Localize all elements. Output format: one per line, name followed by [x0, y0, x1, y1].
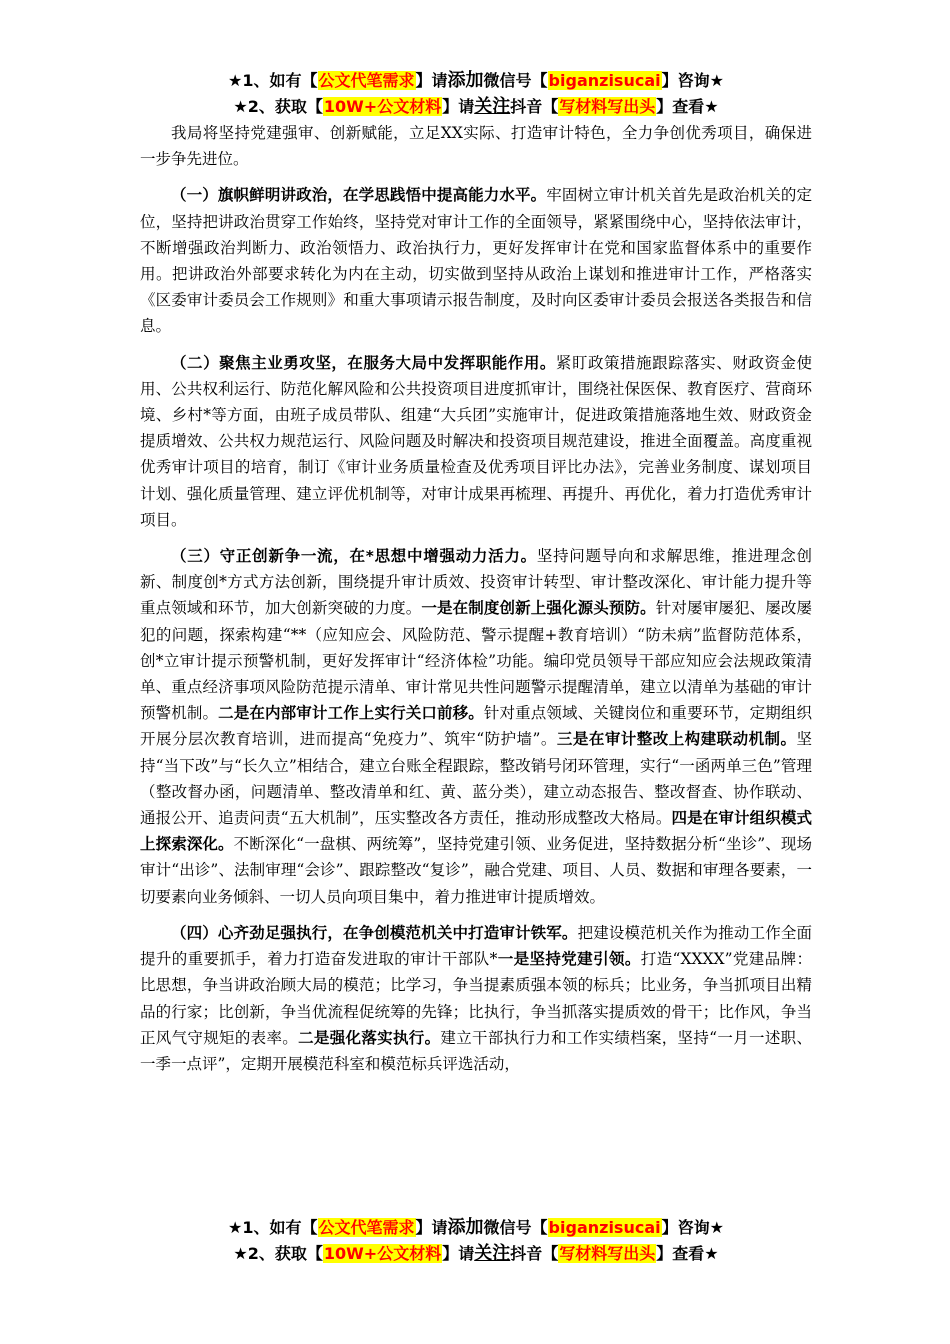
section-1-heading: （一）旗帜鲜明讲政治，在学思践悟中提高能力水平。	[171, 186, 547, 205]
promo-banner-line-2	[140, 94, 812, 120]
banner-text: 抖音【	[510, 1244, 559, 1263]
highlight-douyin-id: 写材料写出头	[559, 1244, 656, 1263]
section-3-point-3: 三是在审计整改上构建联动机制。	[556, 730, 797, 749]
section-3-heading: （三）守正创新争一流，在*思想中增强动力活力。	[171, 547, 537, 566]
section-4-point-1: 一是坚持党建引领。	[497, 950, 641, 969]
section-3-text: 坚持问题导向和求解思维，推进理念创新、制度创*方式方法创新，围绕提升审计质效、投资审计转型、审计整改深化、审计能力提升等重点领域和环节，加大创新突破的力度。	[140, 547, 812, 618]
highlight-materials: 10W+公文材料	[323, 97, 442, 116]
banner-text: 】请	[415, 71, 448, 90]
banner-text: 抖音【	[510, 97, 559, 116]
section-3-text: 针对屡审屡犯、屡改屡犯的问题，探索构建“**（应知应会、风险防范、警示提醒+教育培训）“防未病”监督防范体系，创*立审计提示预警机制，更好发挥审计“经济体检”功能。编印党员领导干部应知应会法规政策清单、重点经济事项风险防范提示清单、审计常见共性问题警示提醒清单，建立以清单为基础的审计预警机制。	[140, 599, 812, 723]
section-3-text: 不断深化“一盘棋、两统筹”，坚持党建引领、业务促进，坚持数据分析“坐诊”、现场审计“出诊”、法制审理“会诊”、跟踪整改“复诊”，融合党建、项目、人员、数据和审理各要素，一切要素向业务倾斜、一切人员向项目集中，着力推进审计提质增效。	[140, 835, 812, 906]
banner-text: ★2、获取【	[233, 1244, 323, 1263]
section-3-paragraph	[140, 543, 812, 910]
banner-text: 】查看★	[656, 97, 719, 116]
section-2-paragraph	[140, 350, 812, 533]
section-2-text: 紧盯政策措施跟踪落实、财政资金使用、公共权利运行、防范化解风险和公共投资项目进度抓审计，围绕社保医保、教育医疗、营商环境、乡村*等方面，由班子成员带队、组建“大兵团”实施审计，促进政策措施落地生效、财政资金提质增效、公共权力规范运行、风险问题及时解决和投资项目规范建设，推进全面覆盖。高度重视优秀审计项目的培育，制订《审计业务质量检查及优秀项目评比办法》，完善业务制度、谋划项目计划、强化质量管理、建立评优机制等，对审计成果再梳理、再提升、再优化，着力打造优秀审计项目。	[140, 353, 812, 529]
highlight-wechat-id: biganzisucai	[548, 71, 661, 90]
section-4-point-2: 二是强化落实执行。	[298, 1028, 441, 1047]
document-body	[140, 68, 812, 1077]
banner-text: 微信号【	[483, 1218, 548, 1237]
banner-text: 】请	[442, 1244, 475, 1263]
section-4-text: 打造“XXXX”党建品牌：比思想，争当讲政治顾大局的模范；比学习，争当提素质强本领的标兵；比业务，争当抓项目出精品的行家；比创新，争当优流程促统筹的先锋；比执行，争当抓落实提质效的骨干；比作风，争当正风气守规矩的表率。	[140, 950, 812, 1047]
promo-banner-line-1-footer	[140, 1215, 812, 1241]
section-3-text: 针对重点领域、关键岗位和重要环节，定期组织开展分层次教育培训，进而提高“免疫力”、筑牢“防护墙”。	[140, 704, 812, 749]
footer-banner	[140, 1215, 812, 1267]
banner-text: 】咨询★	[661, 71, 724, 90]
highlight-service: 公文代笔需求	[318, 1218, 415, 1237]
section-3-text: 坚持“当下改”与“长久立”相结合，建立台账全程跟踪，整改销号闭环管理，实行“一函两单三色”管理（整改督办函，问题清单、整改清单和红、黄、蓝分类），建立动态报告、整改督查、协作联动、通报公开、追责问责“五大机制”，压实整改各方责任，推动形成整改大格局。	[140, 730, 812, 828]
banner-text: 微信号【	[483, 71, 548, 90]
banner-text: 】查看★	[656, 1244, 719, 1263]
banner-text-emphasis: 关注	[474, 1243, 511, 1264]
banner-text: ★1、如有【	[228, 71, 318, 90]
section-2-heading: （二）聚焦主业勇攻坚，在服务大局中发挥职能作用。	[171, 353, 556, 372]
highlight-materials: 10W+公文材料	[323, 1244, 442, 1263]
section-1-paragraph	[140, 182, 812, 339]
highlight-service: 公文代笔需求	[318, 71, 415, 90]
banner-text: ★1、如有【	[228, 1218, 318, 1237]
section-3-point-2: 二是在内部审计工作上实行关口前移。	[218, 704, 484, 723]
promo-banner-line-1	[140, 68, 812, 94]
banner-text: 】咨询★	[661, 1218, 724, 1237]
highlight-douyin-id: 写材料写出头	[559, 97, 656, 116]
section-4-heading: （四）心齐劲足强执行，在争创模范机关中打造审计铁军。	[171, 923, 578, 942]
section-3-point-4: 四是在审计组织模式上探索深化。	[140, 809, 812, 854]
banner-text: ★2、获取【	[233, 97, 323, 116]
intro-paragraph: 我局将坚持党建强审、创新赋能，立足XX实际、打造审计特色，全力争创优秀项目，确保进一步争先进位。	[140, 124, 812, 169]
banner-text: 】请	[442, 97, 475, 116]
banner-text-emphasis: 关注	[474, 96, 511, 117]
section-3-point-1: 一是在制度创新上强化源头预防。	[421, 599, 656, 618]
section-4-text: 建立干部执行力和工作实绩档案，坚持“一月一述职、一季一点评”，定期开展模范科室和模范标兵评选活动，	[140, 1028, 812, 1073]
section-4-paragraph	[140, 920, 812, 1077]
highlight-wechat-id: biganzisucai	[548, 1218, 661, 1237]
section-4-text: 把建设模范机关作为推动工作全面提升的重要抓手，着力打造奋发进取的审计干部队*	[140, 923, 812, 969]
banner-text: 】请	[415, 1218, 448, 1237]
banner-text-emphasis: 添加	[447, 1217, 484, 1238]
section-1-text: 牢固树立审计机关首先是政治机关的定位，坚持把讲政治贯穿工作始终，坚持党对审计工作的全面领导，紧紧围绕中心，坚持依法审计，不断增强政治判断力、政治领悟力、政治执行力，更好发挥审计在党和国家监督体系中的重要作用。把讲政治外部要求转化为内在主动，切实做到坚持从政治上谋划和推进审计工作，严格落实《区委审计委员会工作规则》和重大事项请示报告制度，及时向区委审计委员会报送各类报告和信息。	[140, 186, 812, 336]
promo-banner-line-2-footer	[140, 1241, 812, 1267]
banner-text-emphasis: 添加	[447, 70, 484, 91]
